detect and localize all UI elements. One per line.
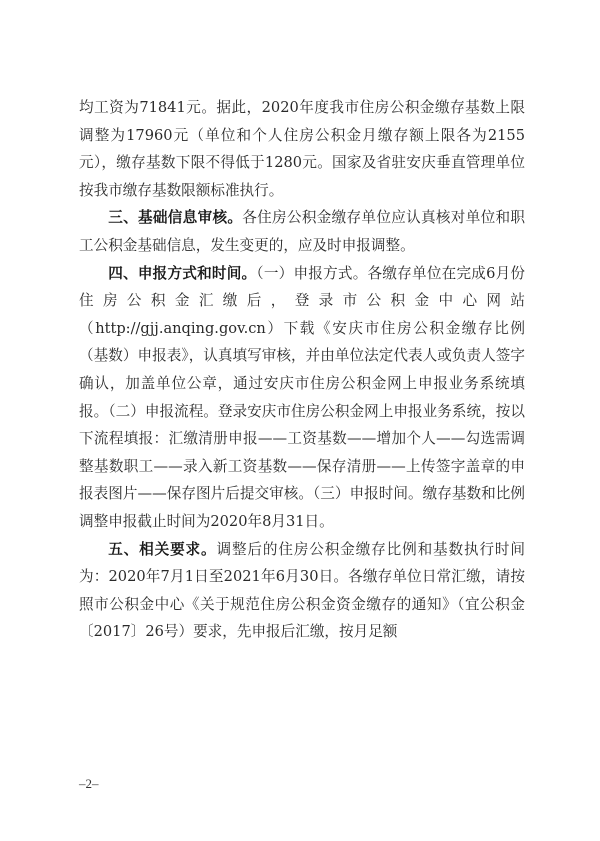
section-heading-info-review: 三、基础信息审核。 [108,209,243,227]
page-number: –2– [79,776,99,791]
paragraph-contribution-base [79,94,525,204]
paragraph-text: 调整后的住房公积金缴存比例和基数执行时间为：2020年7月1日至2021年6月30日。各缴存单位日常汇缴，请按照市公积金中心《关于规范住房公积金资金缴存的通知》（宜公积金〔2017〕26号）要求，先申报后汇缴，按月足额 [79,540,525,641]
paragraph-declaration-method [79,260,525,536]
paragraph-text: 均工资为71841元。据此，2020年度我市住房公积金缴存基数上限调整为17960元（单位和个人住房公积金月缴存额上限各为2155元），缴存基数下限不得低于1280元。国家及省驻安庆垂直管理单位按我市缴存基数限额标准执行。 [79,99,525,199]
section-heading-requirements: 五、相关要求。 [108,540,217,558]
paragraph-text: （一）申报方式。各缴存单位在完成6月份住房公积金汇缴后，登录市公积金中心网站（http://gjj.anqing.gov.cn）下载《安庆市住房公积金缴存比例（基数）申报表》，认真填写审核，并由单位法定代表人或负责人签字确认，加盖单位公章，通过安庆市住房公积金网上申报业务系统填报。（二）申报流程。登录安庆市住房公积金网上申报业务系统，按以下流程填报：汇缴清册申报——工资基数——增加个人——勾选需调整基数职工——录入新工资基数——保存清册——上传签字盖章的申报表图片——保存图片后提交审核。（三）申报时间。缴存基数和比例调整申报截止时间为2020年8月31日。 [79,264,525,530]
paragraph-text: 各住房公积金缴存单位应认真核对单位和职工公积金基础信息，发生变更的，应及时申报调整。 [79,209,525,254]
paragraph-info-review [79,204,525,259]
document-body [79,94,525,646]
section-heading-declaration-method: 四、申报方式和时间。 [108,264,257,282]
paragraph-requirements [79,536,525,646]
